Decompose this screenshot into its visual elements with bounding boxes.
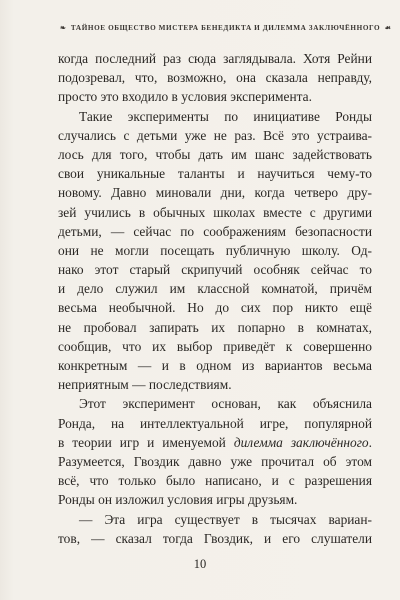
text-line: не пробовал запирать их попарно в комнатах, bbox=[58, 319, 372, 335]
text-line: — Эта игра существует в тысячах вариан- bbox=[79, 511, 372, 527]
text-line: всё, что только было написано, и с разрешения bbox=[58, 473, 372, 489]
text-line: свои уникальные таланты и научиться чему-то bbox=[58, 166, 372, 182]
body-text bbox=[58, 49, 372, 548]
text-line: когда последний раз сюда заглядывала. Хотя Рейни bbox=[58, 51, 372, 66]
text-line: весьма необычной. Но до сих пор никто ещё bbox=[58, 300, 372, 316]
italic-term: дилемма заключённого bbox=[233, 434, 369, 450]
text-line: Этот эксперимент основан, как объяснила bbox=[79, 396, 372, 412]
text-line: и дело служил им классной комнатой, причём bbox=[58, 281, 372, 297]
text-line: Ронда, на интеллектуальной игре, популярной bbox=[58, 415, 372, 431]
text-line: сообщив, что их выбор приведёт к совершенно bbox=[58, 338, 372, 354]
ornament-left-icon: ❧ bbox=[60, 24, 67, 32]
text-line: тов, — сказал тогда Гвоздик, и его слушатели bbox=[58, 530, 372, 546]
text-line: новому. Давно миновали дни, когда четверо дру- bbox=[58, 185, 372, 201]
page-number: 10 bbox=[193, 557, 207, 571]
text-line: лось для того, чтобы дать им шанс задействовать bbox=[58, 146, 372, 162]
ornament-right-icon: ☙ bbox=[384, 24, 392, 32]
text-line: подозревал, что, возможно, она сказала неправду, bbox=[58, 70, 372, 86]
text-line: просто это входило в условия эксперимента. bbox=[58, 89, 312, 105]
text-line: они не могли посещать публичную школу. Од- bbox=[58, 242, 372, 258]
text-line: неприятным — последствиям. bbox=[58, 377, 232, 393]
running-title: ТАЙНОЕ ОБЩЕСТВО МИСТЕРА БЕНЕДИКТА И ДИЛЕММА ЗАКЛЮЧЁННОГО bbox=[70, 24, 381, 32]
running-header bbox=[58, 24, 392, 32]
text-line: Разумеется, Гвоздик давно уже прочитал об этом bbox=[58, 453, 372, 469]
text-fragment: . bbox=[368, 434, 372, 450]
text-line-with-italic bbox=[58, 433, 372, 452]
text-line: Ронды он изложил условия игры друзьям. bbox=[58, 492, 298, 508]
text-line: Такие эксперименты по инициативе Ронды bbox=[79, 108, 372, 124]
text-line: случались с детьми уже не раз. Всё это устраива- bbox=[58, 127, 372, 143]
text-line: детьми, — сейчас по соображениям безопасности bbox=[58, 223, 372, 239]
text-line: нако этот старый скрипучий особняк сейчас то bbox=[58, 262, 372, 278]
text-line: зей учились в обычных школах вместе с другими bbox=[58, 204, 372, 220]
text-line: конкретным — и в одном из вариантов весьма bbox=[58, 358, 372, 373]
text-fragment: в теории игр и именуемой bbox=[58, 434, 234, 450]
